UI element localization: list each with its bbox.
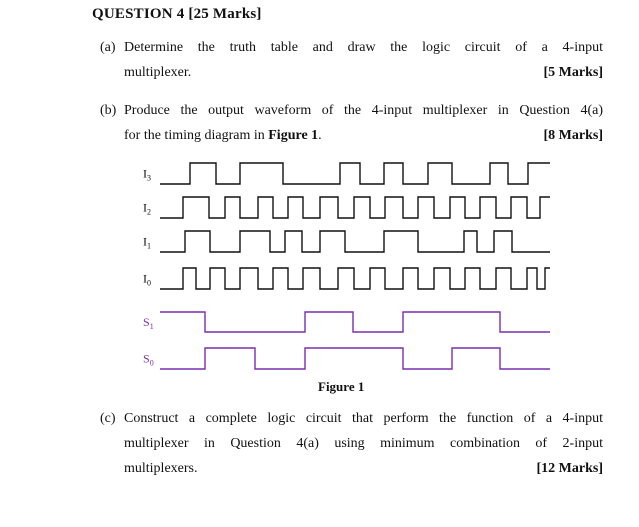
signal-label-i0: $I_0$ (143, 271, 151, 288)
waveform-s0 (160, 348, 550, 369)
waveform-i1 (160, 231, 550, 252)
signal-label-i2: $I_2$ (143, 200, 151, 217)
signal-label-s0: $S_0$ (143, 351, 154, 368)
part-c-line-2: multiplexer in Question 4(a) using minimum combination of 2-input (124, 436, 603, 451)
figure-reference: Figure 1 (268, 128, 319, 143)
part-c-marks: [12 Marks] (536, 461, 603, 476)
part-b-label: (b) (100, 103, 117, 118)
part-c-line-3-text: multiplexers. (124, 461, 198, 476)
part-a-line-2-text: multiplexer. (124, 65, 192, 80)
waveform-i0 (160, 268, 550, 289)
part-b-line-2-suffix: . (318, 128, 322, 143)
signal-label-s1: $S_1$ (143, 315, 154, 331)
part-c-line-1: Construct a complete logic circuit that perform the function of a 4-input (124, 411, 603, 426)
part-b-line-1: Produce the output waveform of the 4-input multiplexer in Question 4(a) (124, 103, 603, 118)
waveform-i3 (160, 163, 550, 184)
part-b-line-2-prefix: for the timing diagram in (124, 128, 269, 143)
waveform-s1 (160, 312, 550, 332)
part-c-label: (c) (100, 411, 116, 426)
part-a-marks: [5 Marks] (543, 65, 603, 80)
figure-caption: Figure 1 (318, 379, 365, 394)
question-title: QUESTION 4 [25 Marks] (92, 6, 262, 22)
waveform-i2 (160, 197, 550, 218)
part-b-marks: [8 Marks] (543, 128, 603, 143)
signal-label-i3: $I_3$ (143, 166, 151, 183)
part-c-line-3 (124, 461, 603, 477)
signal-label-i1: $I_1$ (143, 234, 151, 251)
part-a-label: (a) (100, 40, 116, 55)
part-a-line-1: Determine the truth table and draw the logic circuit of a 4-input (124, 40, 603, 55)
